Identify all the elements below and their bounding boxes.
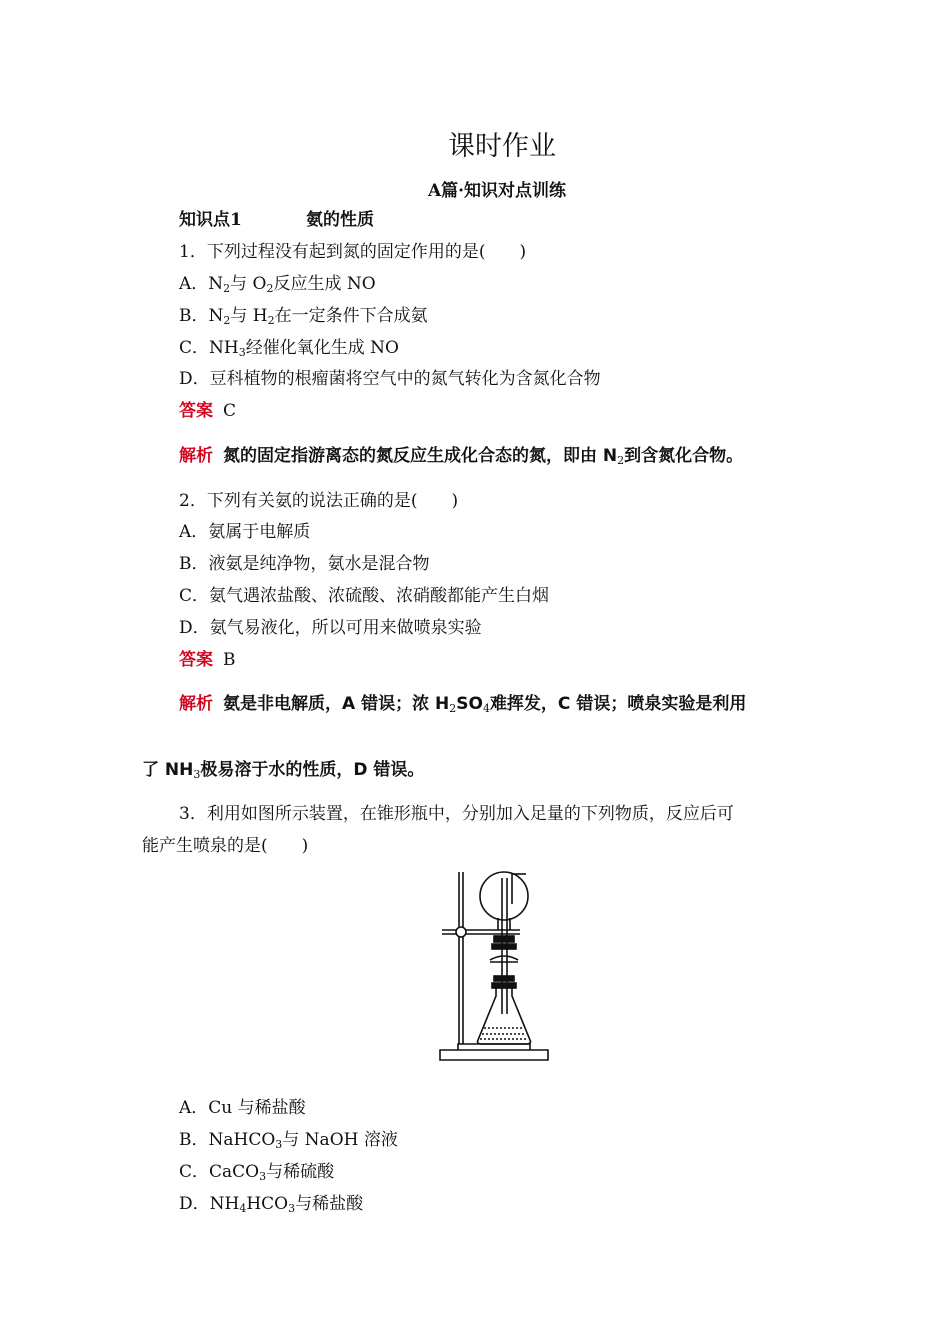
answer-label: 答案 <box>179 401 213 421</box>
analysis-label: 解析 <box>179 694 213 714</box>
q2-option-a: A．氨属于电解质 <box>179 522 311 542</box>
fountain-apparatus-figure <box>428 864 560 1062</box>
knowledge-point-label: 知识点1 <box>179 210 242 230</box>
q1-option-a: A．$N_2$与 $O_2$反应生成 NO <box>179 274 376 295</box>
q3-option-d: D．$NH_4HCO_3$与稀盐酸 <box>179 1194 364 1215</box>
q1-stem: 1．下列过程没有起到氮的固定作用的是( ) <box>179 242 527 262</box>
q1-option-b: B．$N_2$与 $H_2$在一定条件下合成氨 <box>179 306 428 327</box>
q2-option-c: C．氨气遇浓盐酸、浓硫酸、浓硝酸都能产生白烟 <box>179 586 550 606</box>
page-title: 课时作业 <box>448 131 556 162</box>
section-heading: A篇·知识对点训练 <box>427 181 567 201</box>
q3-option-b: B．NaHCO$_3$与 NaOH 溶液 <box>179 1130 398 1151</box>
q3-option-a: A．Cu 与稀盐酸 <box>179 1098 306 1118</box>
q2-stem: 2．下列有关氨的说法正确的是( ) <box>179 491 459 511</box>
knowledge-point-title: 氨的性质 <box>306 210 374 230</box>
analysis-label: 解析 <box>179 446 213 466</box>
q1-option-c: C．$NH_3$经催化氧化生成 NO <box>179 338 399 359</box>
q2-option-d: D．氨气易液化，所以可用来做喷泉实验 <box>179 618 482 638</box>
q3-option-c: C．CaCO$_3$与稀硫酸 <box>179 1162 335 1183</box>
answer-label: 答案 <box>179 650 213 670</box>
q2-analysis: 解析 氨是非电解质，A 错误；浓 $H_2SO_4$难挥发，C 错误；喷泉实验是利用 <box>179 694 747 715</box>
q2-analysis-continued: 了 $NH_3$极易溶于水的性质，D 错误。 <box>142 760 425 781</box>
q3-stem-line2: 能产生喷泉的是( ) <box>142 836 309 856</box>
q1-analysis: 解析 氮的固定指游离态的氮反应生成化合态的氮，即由 $N_2$到含氮化合物。 <box>179 446 744 467</box>
q2-answer: 答案 B <box>179 650 236 670</box>
q3-stem-line1: 3．利用如图所示装置，在锥形瓶中，分别加入足量的下列物质，反应后可 <box>179 804 734 824</box>
q1-answer: 答案 C <box>179 401 237 421</box>
q1-option-d: D．豆科植物的根瘤菌将空气中的氮气转化为含氮化合物 <box>179 369 601 389</box>
q2-option-b: B．液氨是纯净物，氨水是混合物 <box>179 554 430 574</box>
